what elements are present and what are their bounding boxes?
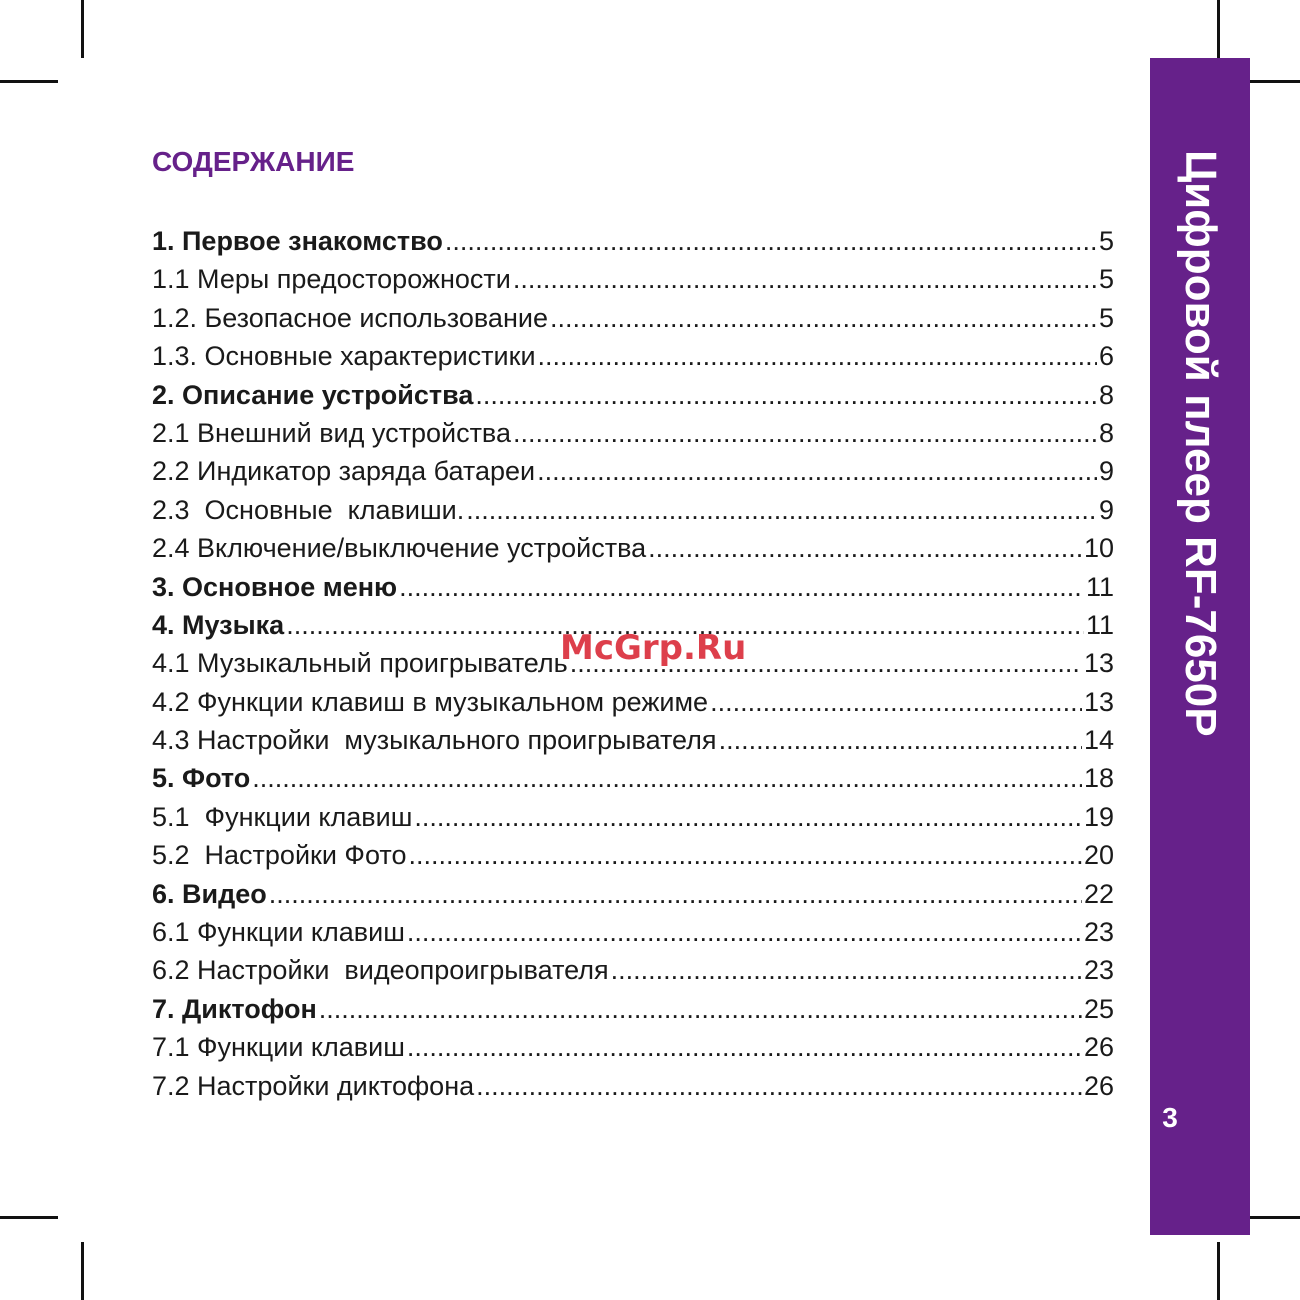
- toc-entry-title: 2.4 Включение/выключение устройства: [152, 533, 647, 564]
- toc-entry-page: 11: [1085, 571, 1114, 602]
- toc-entry-page: 25: [1083, 993, 1114, 1024]
- toc-entry: [152, 491, 1114, 529]
- toc-entry-title: 4.2 Функции клавиш в музыкальном режиме: [152, 686, 709, 717]
- toc-entry-page: 13: [1083, 648, 1114, 679]
- toc-dot-leader: [537, 452, 1097, 490]
- toc-dot-leader: [466, 491, 1097, 529]
- toc-entry: [152, 951, 1114, 989]
- watermark: McGrp.Ru: [560, 628, 747, 668]
- toc-entry-title: 4. Музыка: [152, 609, 285, 640]
- toc-entry-page: 23: [1083, 917, 1114, 948]
- toc-dot-leader: [513, 414, 1097, 452]
- toc-dot-leader: [407, 913, 1082, 951]
- toc-entry-title: 1.2. Безопасное использование: [152, 302, 548, 333]
- toc-entry-title: 7.2 Настройки диктофона: [152, 1070, 475, 1101]
- toc-entry: [152, 568, 1114, 606]
- toc-dot-leader: [399, 568, 1084, 606]
- toc-entry-page: 8: [1098, 417, 1114, 448]
- page-number: 3: [1162, 1102, 1178, 1133]
- toc-dot-leader: [611, 951, 1082, 989]
- toc-entry-page: 18: [1083, 763, 1114, 794]
- toc-dot-leader: [414, 798, 1082, 836]
- toc-entry-title: 2.1 Внешний вид устройства: [152, 417, 511, 448]
- toc-entry-title: 6.1 Функции клавиш: [152, 917, 405, 948]
- crop-mark: [0, 80, 58, 83]
- toc-entry: [152, 529, 1114, 567]
- toc-entry-title: 5. Фото: [152, 763, 251, 794]
- toc-dot-leader: [550, 299, 1097, 337]
- toc-dot-leader: [719, 721, 1082, 759]
- toc-entry: [152, 414, 1114, 452]
- toc-entry-title: 7. Диктофон: [152, 993, 317, 1024]
- toc-entry: [152, 260, 1114, 298]
- toc-dot-leader: [269, 875, 1082, 913]
- toc-entry-page: 14: [1083, 725, 1114, 756]
- toc-entry-title: 7.1 Функции клавиш: [152, 1032, 405, 1063]
- toc-dot-leader: [513, 260, 1097, 298]
- toc-dot-leader: [710, 683, 1082, 721]
- toc-entry-page: 5: [1098, 226, 1114, 256]
- toc-entry: [152, 759, 1114, 797]
- side-title: Цифровой плеер RF-7650P: [1176, 150, 1225, 737]
- toc-dot-leader: [475, 376, 1097, 414]
- toc-entry-title: 3. Основное меню: [152, 571, 398, 602]
- crop-mark: [1242, 1216, 1300, 1219]
- crop-mark: [1217, 1242, 1220, 1300]
- toc-entry: [152, 990, 1114, 1028]
- toc-entry: [152, 721, 1114, 759]
- crop-mark: [1242, 80, 1300, 83]
- toc-entry-title: 6.2 Настройки видеопроигрывателя: [152, 955, 609, 986]
- toc-entry-page: 20: [1083, 840, 1114, 871]
- toc-entry: [152, 222, 1114, 260]
- toc-entry: [152, 1028, 1114, 1066]
- toc-dot-leader: [538, 337, 1097, 375]
- toc-entry-page: 9: [1098, 494, 1114, 525]
- toc-entry: [152, 875, 1114, 913]
- toc-entry-page: 10: [1083, 533, 1114, 564]
- toc-dot-leader: [445, 222, 1097, 260]
- toc-entry-page: 22: [1083, 878, 1114, 909]
- toc-entry: [152, 683, 1114, 721]
- toc-entry: [152, 1067, 1114, 1105]
- toc-entry-page: 26: [1083, 1070, 1114, 1101]
- toc-entry-page: 6: [1098, 341, 1114, 372]
- crop-mark: [0, 1216, 58, 1219]
- toc-entry-page: 5: [1098, 302, 1114, 333]
- toc-entry-title: 2.2 Индикатор заряда батареи: [152, 456, 536, 487]
- toc-entry-title: 5.1 Функции клавиш: [152, 801, 413, 832]
- toc-entry: [152, 337, 1114, 375]
- toc-entry-title: 1.1 Меры предосторожности: [152, 264, 511, 295]
- toc-entry-page: 13: [1083, 686, 1114, 717]
- toc-entry-page: 19: [1083, 801, 1114, 832]
- toc-entry-title: 2. Описание устройства: [152, 379, 474, 410]
- toc-entry: [152, 798, 1114, 836]
- toc-dot-leader: [476, 1067, 1082, 1105]
- toc-entry-title: 1. Первое знакомство: [152, 226, 443, 256]
- toc-entry-page: 23: [1083, 955, 1114, 986]
- toc-entry: [152, 376, 1114, 414]
- toc-heading: СОДЕРЖАНИЕ: [152, 146, 355, 177]
- toc-dot-leader: [252, 759, 1082, 797]
- toc-entry: [152, 299, 1114, 337]
- toc-entry: [152, 913, 1114, 951]
- toc-entry: [152, 452, 1114, 490]
- toc-entry-page: 5: [1098, 264, 1114, 295]
- toc-entry-page: 26: [1083, 1032, 1114, 1063]
- toc-entry-title: 6. Видео: [152, 878, 267, 909]
- toc-entry-page: 8: [1098, 379, 1114, 410]
- toc-entry-title: 4.1 Музыкальный проигрыватель: [152, 648, 568, 679]
- toc-dot-leader: [407, 1028, 1082, 1066]
- toc-entry-title: 5.2 Настройки Фото: [152, 840, 407, 871]
- crop-mark: [1217, 0, 1220, 58]
- toc-dot-leader: [408, 836, 1081, 874]
- toc-entry: [152, 836, 1114, 874]
- toc-entry-title: 4.3 Настройки музыкального проигрывателя: [152, 725, 717, 756]
- toc-dot-leader: [319, 990, 1082, 1028]
- toc-entry-page: 11: [1085, 609, 1114, 640]
- crop-mark: [81, 0, 84, 58]
- crop-mark: [81, 1242, 84, 1300]
- toc-entry-title: 2.3 Основные клавиши.: [152, 494, 465, 525]
- toc-entry-title: 1.3. Основные характеристики: [152, 341, 536, 372]
- toc-entry-page: 9: [1098, 456, 1114, 487]
- toc-dot-leader: [648, 529, 1082, 567]
